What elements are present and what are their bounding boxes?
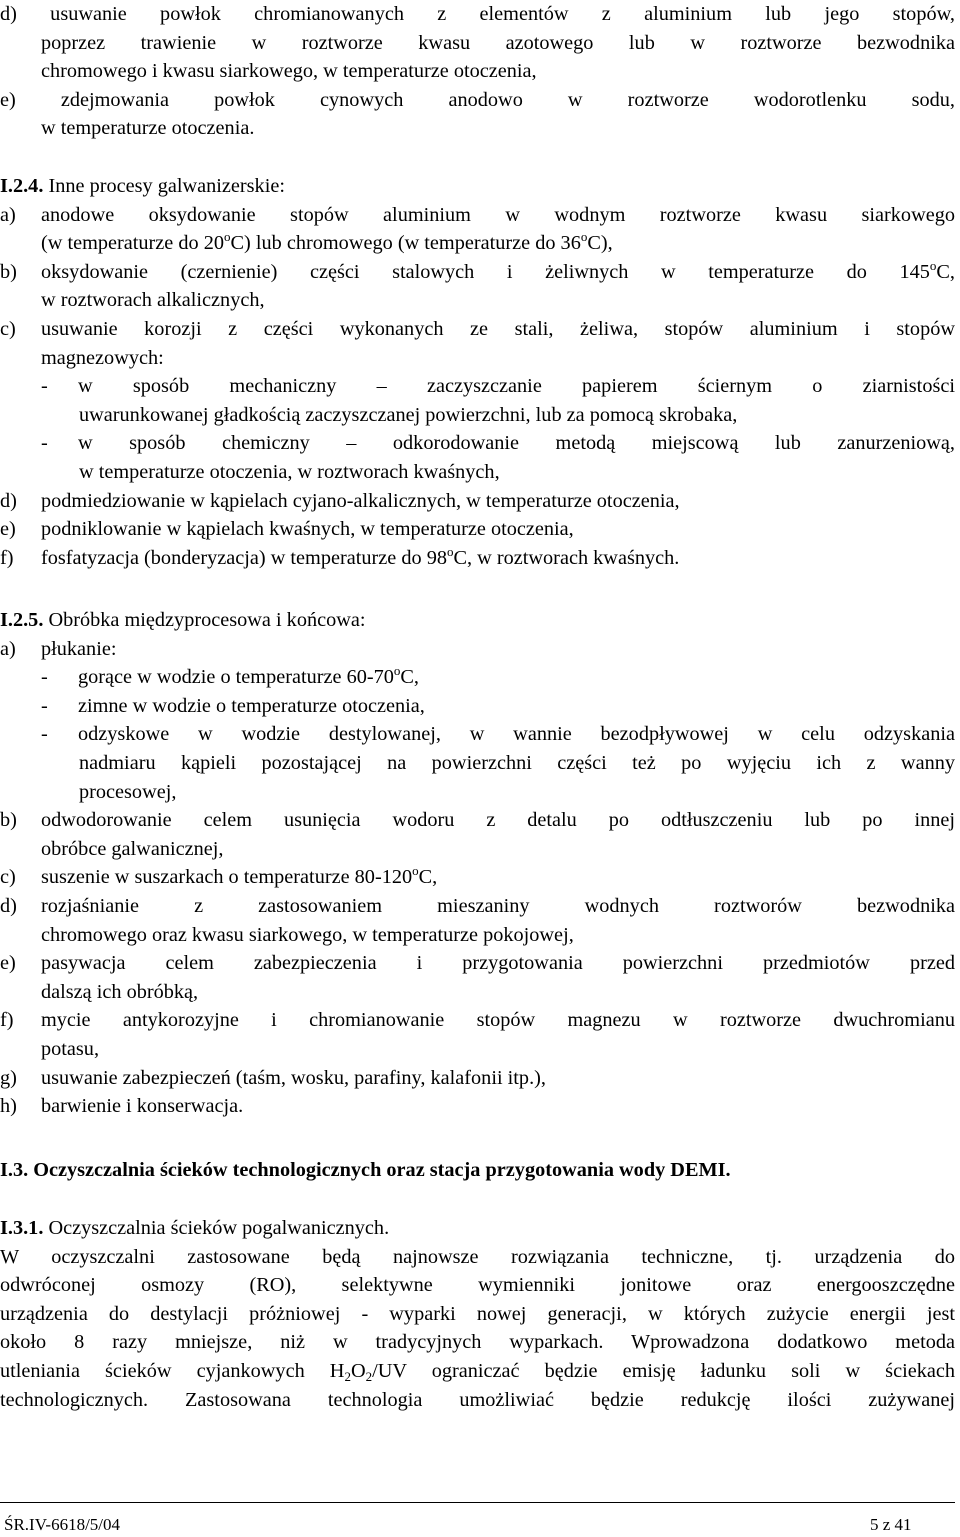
paragraph-line: urządzenia do destylacji próżniowej - wyparki nowej generacji, w których zużycie energii jest [0,1302,955,1325]
section-i-3-1 [0,1214,955,1414]
list-label: e) [0,518,16,541]
list-item-b: b) odwodorowanie celem usunięcia wodoru z detalu po odtłuszczeniu lub po innej [0,806,955,835]
dash-marker: - [41,432,48,455]
sub-item-chemical: - w sposób chemiczny – odkorodowanie metodą miejscową lub zanurzeniową, [0,429,955,458]
list-item-b-line2: obróbce galwanicznej, [41,837,224,860]
list-label: f) [0,546,14,569]
list-item-c: c) usuwanie korozji z części wykonanych ze stali, żeliwa, stopów aluminium i stopów [0,315,955,344]
paragraph-line: odwróconej osmozy (RO), selektywne wymienniki jonitowe oraz energooszczędne [0,1274,955,1297]
degree-mark: o [929,257,937,273]
list-item-e-line1: e) zdejmowania powłok cynowych anodowo w roztworze wodorotlenku sodu, [0,88,955,111]
paragraph-line: utleniania ścieków cyjankowych $H_2O_2/UV$ ograniczać będzie emisję ładunku soli w ściekach [0,1359,955,1384]
list-item-d: d) rozjaśnianie z zastosowaniem mieszaniny wodnych roztworów bezwodnika [0,892,955,921]
list-label: b) [0,809,17,832]
section-i-2-4 [0,172,955,572]
list-item-d: d) podmiedziowanie w kąpielach cyjano-alkalicznych, w temperaturze otoczenia, [0,487,955,516]
section-heading-i-3-1 [0,1214,955,1243]
section-number: I.2.4. [0,175,44,197]
list-item-e: e) pasywacja celem zabezpieczenia i przygotowania powierzchni przedmiotów przed [0,949,955,978]
list-label: h) [0,1095,17,1118]
list-item-f-line2: potasu, [41,1037,100,1060]
list-item-b: b) oksydowanie (czernienie) części stalowych i żeliwnych w temperaturze do 145$^o$C, [0,258,955,287]
footer-page-number: 5 z 41 [870,1515,912,1534]
degree-mark: o [580,229,588,245]
list-item-d-line2: chromowego oraz kwasu siarkowego, w temperaturze pokojowej, [41,923,574,946]
list-item-g: g) usuwanie zabezpieczeń (taśm, wosku, parafiny, kalafonii itp.), [0,1064,955,1093]
dash-marker: - [41,375,48,398]
degree-mark: o [446,543,454,559]
list-item-e-line2: w temperaturze otoczenia. [41,117,255,140]
footer-document-id: ŚR.IV-6618/5/04 [4,1515,121,1534]
dash-marker: - [41,694,48,717]
section-title: Inne procesy galwanizerskie: [43,175,285,197]
list-item-a [0,201,955,230]
list-label: f) [0,1009,14,1032]
section-number: I.3.1. [0,1217,44,1239]
list-item-e-line2: dalszą ich obróbką, [41,980,199,1003]
dash-marker: - [41,723,48,746]
list-label: g) [0,1066,17,1089]
paragraph-line: około 8 razy mniejsze, niż w tradycyjnych wyparkach. Wprowadzona dodatkowo metoda [0,1331,955,1354]
section-i-2-5 [0,606,955,1121]
section-number: I.2.5. [0,609,44,631]
sub-item-hot: - gorące w wodzie o temperaturze 60-70$^o$C, [0,663,955,692]
list-label: a) [0,637,16,660]
continuation-list [0,0,955,143]
list-label: c) [0,866,16,889]
list-item-f: f) mycie antykorozyjne i chromianowanie stopów magnezu w roztworze dwuchromianu [0,1006,955,1035]
list-label: b) [0,260,17,283]
section-heading-i-2-4 [0,172,955,201]
paragraph-line: W oczyszczalni zastosowane będą najnowsze rozwiązania techniczne, tj. urządzenia do [0,1245,955,1268]
sub-item-recovery: - odzyskowe w wodzie destylowanej, w wannie bezodpływowej w celu odzyskania [0,720,955,749]
list-item-a: a) płukanie: [0,635,955,664]
degree-mark: o [224,229,231,245]
sub-item-mechanical-line2: uwarunkowanej gładkością zaczyszczanej powierzchni, lub za pomocą skrobaka, [79,403,738,426]
degree-mark: o [412,863,419,879]
sub-item-chemical-line2: w temperaturze otoczenia, w roztworach kwaśnych, [79,460,500,483]
section-title: Oczyszczalnia ścieków pogalwanicznych. [43,1217,390,1239]
list-label: d) [0,489,17,512]
paragraph-line: technologicznych. Zastosowana technologia umożliwiać będzie redukcję ilości zużywanej [0,1388,955,1411]
list-item-d-line3: chromowego i kwasu siarkowego, w temperaturze otoczenia, [41,60,537,83]
list-item-h: h) barwienie i konserwacja. [0,1092,955,1121]
list-label: e) [0,952,16,975]
list-text: anodowe oksydowanie stopów aluminium w wodnym roztworze kwasu siarkowego [41,203,955,226]
list-item-b-line2: w roztworach alkalicznych, [41,289,265,312]
sub-item-cold: - zimne w wodzie o temperaturze otoczenia, [0,692,955,721]
sub-item-recovery-line3: procesowej, [79,780,177,803]
list-label: d) [0,894,17,917]
section-heading-i-2-5 [0,606,955,635]
degree-mark: o [393,663,401,679]
footer-rule [0,1502,955,1503]
list-item-f: f) fosfatyzacja (bonderyzacja) w temperaturze do 98$^o$C, w roztworach kwaśnych. [0,544,955,573]
section-i-3 [0,1156,955,1185]
list-label: c) [0,317,16,340]
list-label: a) [0,203,16,226]
dash-marker: - [41,666,48,689]
sub-item-mechanical: - w sposób mechaniczny – zaczyszczanie papierem ściernym o ziarnistości [0,372,955,401]
list-item-e: e) podniklowanie w kąpielach kwaśnych, w temperaturze otoczenia, [0,515,955,544]
section-heading-i-3: I.3. Oczyszczalnia ścieków technologicznych oraz stacja przygotowania wody DEMI. [0,1159,731,1181]
sub-item-recovery-line2: nadmiaru kąpieli pozostającej na powierzchni części też po wyjęciu ich z wanny [79,751,955,774]
list-item-c-line2: magnezowych: [41,346,164,369]
list-item-a-line2: (w temperaturze do 20$^o$C) lub chromowego (w temperaturze do 36$^o$C), [41,229,613,255]
subscript-2: 2 [344,1368,351,1384]
list-item-c: c) suszenie w suszarkach o temperaturze 80-120$^o$C, [0,863,955,892]
list-item-d-line1: d) usuwanie powłok chromianowanych z elementów z aluminium lub jego stopów, [0,3,955,25]
list-item-d-line2: poprzez trawienie w roztworze kwasu azotowego lub w roztworze bezwodnika [41,31,955,54]
subscript-2: 2 [365,1368,373,1384]
section-title: Obróbka międzyprocesowa i końcowa: [43,609,366,631]
